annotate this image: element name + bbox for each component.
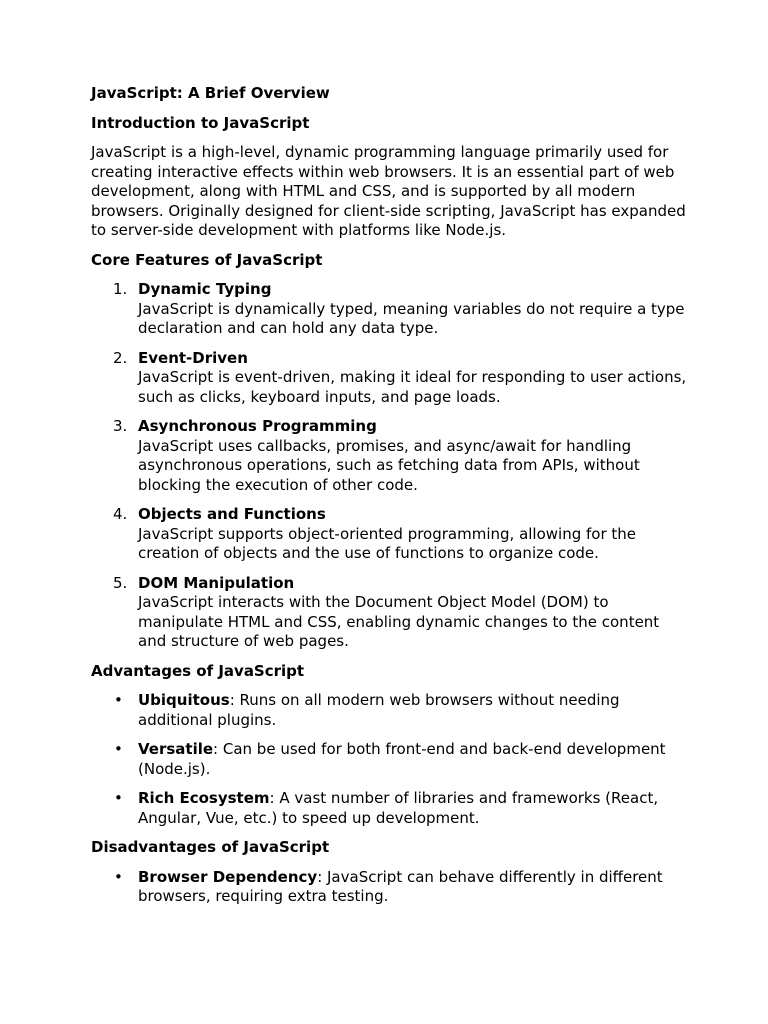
- bullet-icon: •: [114, 789, 123, 807]
- feature-text: JavaScript is dynamically typed, meaning variables do not require a type declaration and can hold any data type.: [138, 299, 685, 337]
- feature-item: [91, 505, 691, 564]
- feature-number: 2.: [113, 348, 128, 367]
- advantage-item: [91, 740, 691, 779]
- bullet-icon: •: [114, 740, 123, 758]
- feature-item: [91, 349, 691, 408]
- advantage-term: Rich Ecosystem: [138, 789, 270, 807]
- feature-title: Event-Driven: [138, 348, 248, 367]
- feature-text: JavaScript interacts with the Document Object Model (DOM) to manipulate HTML and CSS, enabling dynamic changes to the content and structure of web pages.: [138, 593, 660, 650]
- feature-title: DOM Manipulation: [138, 573, 295, 592]
- disadvantage-item: [91, 868, 691, 907]
- feature-text: JavaScript is event-driven, making it ideal for responding to user actions, such as clicks, keyboard inputs, and page loads.: [138, 368, 687, 406]
- intro-paragraph: JavaScript is a high-level, dynamic programming language primarily used for creating interactive effects within web browsers. It is an essential part of web development, along with HTML and CSS, and is supported by all modern browsers. Originally designed for client-side scripting, JavaScript has expanded to server-side development with platforms like Node.js.: [91, 143, 686, 239]
- disadvantage-term: Browser Dependency: [138, 867, 318, 886]
- advantage-term: Ubiquitous: [138, 691, 230, 709]
- feature-item: [91, 417, 691, 495]
- features-heading: Core Features of JavaScript: [91, 250, 323, 269]
- advantage-item: [91, 789, 691, 828]
- feature-title: Objects and Functions: [138, 505, 326, 523]
- bullet-icon: •: [114, 691, 123, 709]
- feature-text: JavaScript supports object-oriented programming, allowing for the creation of objects and the use of functions to organize code.: [138, 524, 637, 562]
- feature-item: [91, 574, 691, 652]
- advantages-heading: Advantages of JavaScript: [91, 661, 305, 680]
- document-page: [91, 84, 691, 917]
- advantage-text: : Runs on all modern web browsers without needing additional plugins.: [138, 691, 620, 729]
- feature-number: 4.: [113, 505, 128, 523]
- feature-number: 5.: [113, 573, 128, 592]
- advantage-text: : A vast number of libraries and frameworks (React, Angular, Vue, etc.) to speed up development.: [138, 789, 659, 827]
- advantage-term: Versatile: [138, 740, 214, 758]
- feature-item: [91, 280, 691, 339]
- features-list: [91, 280, 691, 652]
- advantages-list: [91, 691, 691, 828]
- feature-text: JavaScript uses callbacks, promises, and async/await for handling asynchronous operations, such as fetching data from APIs, without blocking the execution of other code.: [138, 436, 640, 494]
- advantage-text: : Can be used for both front-end and back-end development (Node.js).: [138, 740, 666, 778]
- document-title: JavaScript: A Brief Overview: [91, 84, 330, 102]
- feature-number: 3.: [113, 417, 128, 435]
- disadvantages-list: [91, 868, 691, 907]
- bullet-icon: •: [114, 867, 123, 886]
- intro-heading: Introduction to JavaScript: [91, 113, 310, 132]
- feature-number: 1.: [113, 280, 128, 298]
- advantage-item: [91, 691, 691, 730]
- disadvantages-heading: Disadvantages of JavaScript: [91, 838, 330, 856]
- disadvantage-text: : JavaScript can behave differently in different browsers, requiring extra testing.: [138, 867, 663, 905]
- feature-title: Dynamic Typing: [138, 280, 272, 298]
- feature-title: Asynchronous Programming: [138, 417, 377, 435]
